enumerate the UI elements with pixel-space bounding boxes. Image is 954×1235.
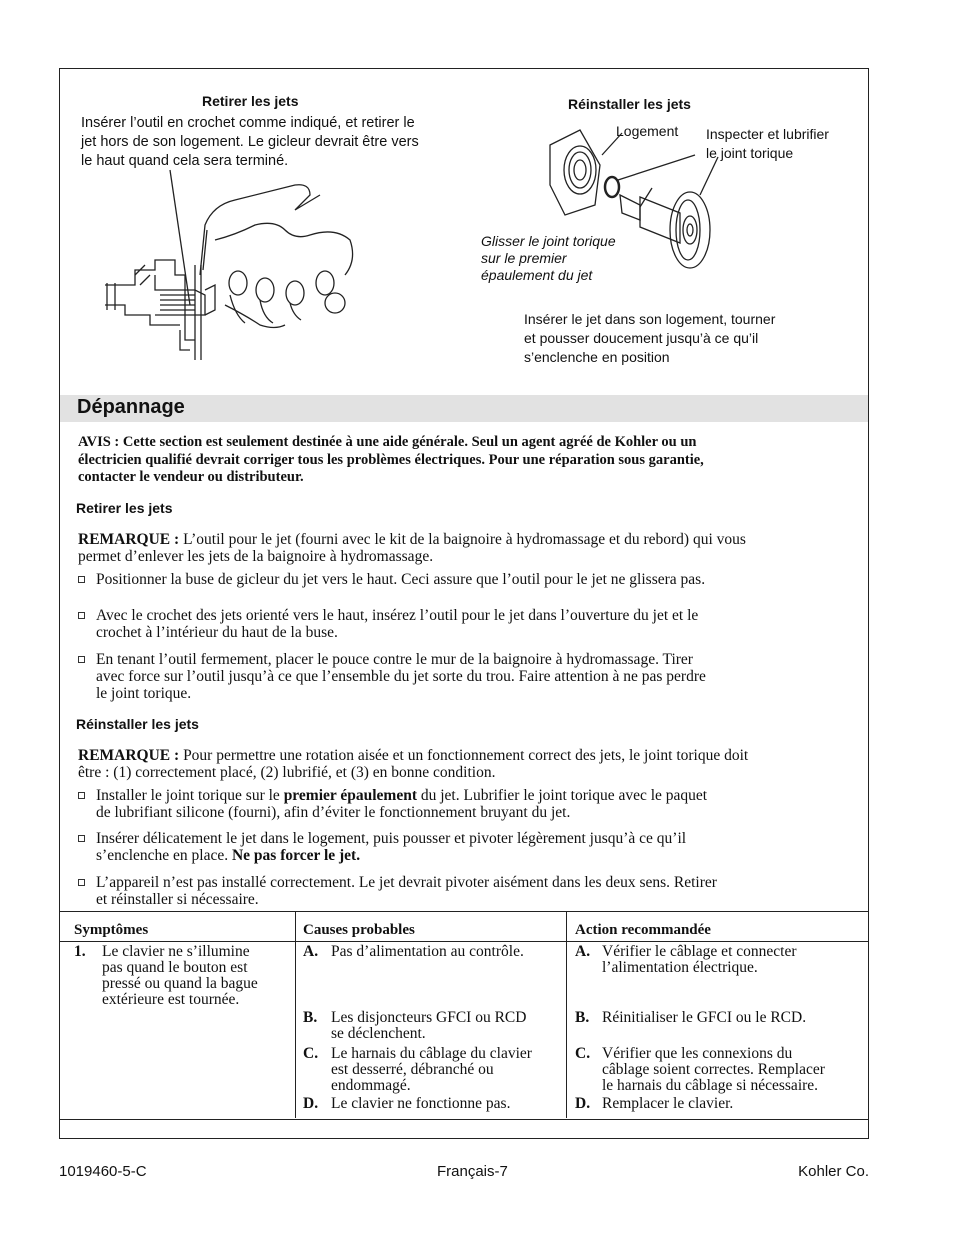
callout-line: sur le premier <box>481 250 567 266</box>
cause-line: endommagé. <box>331 1077 411 1094</box>
housing-flange <box>550 130 600 215</box>
callout-line: Insérer le jet dans son logement, tourner <box>524 311 776 327</box>
bullet-line: crochet à l’intérieur du haut de la buse. <box>96 624 338 641</box>
column-divider <box>295 911 296 1118</box>
action-text <box>602 1010 864 1026</box>
bullet-line: L’appareil n’est pas installé correctement. Le jet devrait pivoter aisément dans les deux sens. Retirer <box>96 874 717 891</box>
symptom-line: Le clavier ne s’illumine <box>102 943 250 960</box>
header-causes: Causes probables <box>303 922 415 938</box>
figure-right-title: Réinstaller les jets <box>568 96 691 112</box>
note-label: REMARQUE : <box>78 531 180 548</box>
action-text <box>602 1046 864 1094</box>
symptom-number: 1. <box>74 943 86 960</box>
notice-text <box>78 434 838 487</box>
cause-line: Les disjoncteurs GFCI ou RCD <box>331 1009 527 1026</box>
action-line: l’alimentation électrique. <box>602 959 758 976</box>
action-label: D. <box>575 1095 591 1112</box>
header-divider <box>60 941 868 942</box>
action-line: Vérifier le câblage et connecter <box>602 943 797 960</box>
cause-line: Pas d’alimentation au contrôle. <box>331 943 524 960</box>
note-reinstaller <box>78 747 848 781</box>
bullet-line: avec force sur l’outil jusqu’à ce que l’ensemble du jet sorte du trou. Faire attention à ne pas perdre <box>96 668 706 685</box>
cause-line: Le clavier ne fonctionne pas. <box>331 1095 511 1112</box>
callout-line: Glisser le joint torique <box>481 233 616 249</box>
subheading-reinstaller: Réinstaller les jets <box>76 716 199 732</box>
figure-left-title: Retirer les jets <box>202 93 299 109</box>
callout-line: le joint torique <box>706 145 794 161</box>
bullet-item <box>96 874 836 908</box>
note-text: permet d’enlever les jets de la baignoire à hydromassage. <box>78 548 434 565</box>
cause-line: est desserré, débranché ou <box>331 1061 494 1078</box>
symptom-text <box>102 944 292 1008</box>
cause-text <box>331 1096 563 1112</box>
section-title: Dépannage <box>77 396 185 418</box>
action-label: C. <box>575 1045 591 1062</box>
cause-text <box>331 944 563 960</box>
bullet-line: Insérer délicatement le jet dans le logement, puis pousser et pivoter légèrement jusqu’à ce qu’il <box>96 830 687 847</box>
action-line: Réinitialiser le GFCI ou le RCD. <box>602 1009 807 1026</box>
bullet-item <box>96 830 836 864</box>
subheading-retirer: Retirer les jets <box>76 500 173 516</box>
caption-line: Insérer l’outil en crochet comme indiqué, et retirer le <box>81 115 415 131</box>
callout-line: et pousser doucement jusqu’à ce qu’il <box>524 330 759 346</box>
cause-line: Le harnais du câblage du clavier <box>331 1045 532 1062</box>
note-retirer <box>78 531 848 565</box>
bullet-line: Positionner la buse de gicleur du jet vers le haut. Ceci assure que l’outil pour le jet ne glissera pas. <box>96 571 706 588</box>
company-name: Kohler Co. <box>798 1163 869 1180</box>
bullet-item <box>96 787 836 821</box>
leader-line <box>170 170 190 305</box>
callout-inserer <box>524 310 775 367</box>
note-text: Pour permettre une rotation aisée et un fonctionnement correct des jets, le joint torique doit <box>179 747 749 764</box>
action-line: Remplacer le clavier. <box>602 1095 734 1112</box>
cause-line: se déclenchent. <box>331 1025 426 1042</box>
action-text <box>602 1096 864 1112</box>
action-line: câblage soient correctes. Remplacer <box>602 1061 825 1078</box>
jet-removal-illustration <box>95 165 375 365</box>
callout-line: épaulement du jet <box>481 267 593 283</box>
column-divider <box>566 911 567 1118</box>
bullet-line: le joint torique. <box>96 685 192 702</box>
cause-text <box>331 1010 563 1042</box>
bullet-item <box>96 571 836 588</box>
note-label: REMARQUE : <box>78 747 180 764</box>
callout-line: s’enclenche en position <box>524 349 670 365</box>
action-text <box>602 944 864 976</box>
bullet-line: et réinstaller si nécessaire. <box>96 891 259 908</box>
note-text: L’outil pour le jet (fourni avec le kit de la baignoire à hydromassage et du rebord) qui vous <box>179 531 746 548</box>
bullet-item <box>96 607 836 641</box>
bullet-line: En tenant l’outil fermement, placer le pouce contre le mur de la baignoire à hydromassage. Tirer <box>96 651 693 668</box>
notice-line: AVIS : Cette section est seulement destinée à une aide générale. Seul un agent agréé de Kohler ou un <box>78 434 697 450</box>
bullet-line: Avec le crochet des jets orienté vers le haut, insérez l’outil pour le jet dans l’ouverture du jet et le <box>96 607 699 624</box>
bullet-line: de lubrifiant silicone (fourni), afin d’éviter le fonctionnement bruyant du jet. <box>96 804 571 821</box>
bullet-text: s’enclenche en place. <box>96 847 232 864</box>
action-label: B. <box>575 1009 590 1026</box>
action-label: A. <box>575 943 591 960</box>
note-text: être : (1) correctement placé, (2) lubrifié, et (3) en bonne condition. <box>78 764 496 781</box>
header-action: Action recommandée <box>575 922 711 938</box>
cause-label: C. <box>303 1045 319 1062</box>
symptom-line: extérieure est tournée. <box>102 991 240 1008</box>
callout-line: Inspecter et lubrifier <box>706 126 829 142</box>
page-number: Français-7 <box>437 1163 508 1180</box>
bullet-item <box>96 651 836 702</box>
header-symptomes: Symptômes <box>74 922 149 938</box>
cause-label: A. <box>303 943 319 960</box>
symptom-line: pas quand le bouton est <box>102 959 248 976</box>
callout-logement: Logement <box>616 123 679 139</box>
caption-line: jet hors de son logement. Le gicleur devrait être vers <box>81 134 419 150</box>
notice-line: électricien qualifié devrait corriger tous les problèmes électriques. Pour une réparation sous garantie, <box>78 451 704 468</box>
doc-number: 1019460-5-C <box>59 1163 147 1180</box>
symptom-line: pressé ou quand la bague <box>102 975 258 992</box>
figure-left-caption <box>81 114 419 171</box>
bullet-emphasis: premier épaulement <box>283 787 417 804</box>
bullet-emphasis: Ne pas forcer le jet. <box>231 847 361 864</box>
caption-line: le haut quand cela sera terminé. <box>81 153 289 169</box>
cause-label: D. <box>303 1095 319 1112</box>
action-line: le harnais du câblage si nécessaire. <box>602 1077 819 1094</box>
cause-label: B. <box>303 1009 318 1026</box>
bullet-text: Installer le joint torique sur le <box>96 787 284 804</box>
jet-install-illustration <box>540 125 740 275</box>
o-ring <box>605 177 619 197</box>
notice-line: contacter le vendeur ou distributeur. <box>78 469 304 485</box>
cause-text <box>331 1046 563 1094</box>
bullet-text: du jet. Lubrifier le joint torique avec le paquet <box>417 787 708 804</box>
action-line: Vérifier que les connexions du <box>602 1045 793 1062</box>
